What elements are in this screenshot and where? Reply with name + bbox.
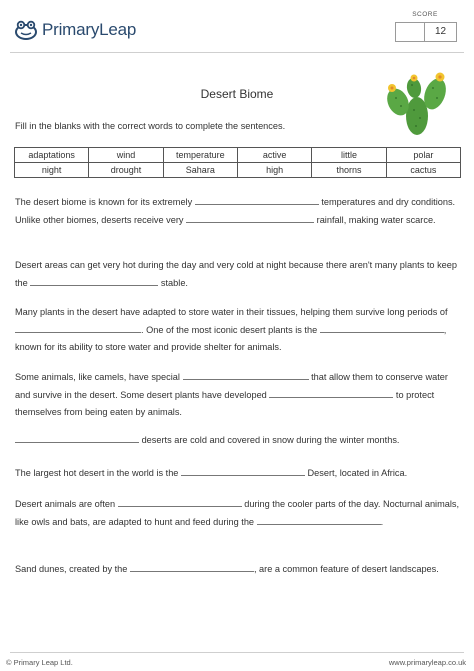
sentence-text: Some animals, like camels, have special [15,372,180,382]
word-bank-cell: high [237,163,311,178]
answer-blank[interactable] [195,195,319,205]
answer-blank[interactable] [269,388,393,398]
sentence-8 [15,561,465,579]
logo [14,20,136,40]
sentence-text: Desert animals are often [15,499,116,509]
word-bank-cell: drought [89,163,163,178]
sentence-7 [15,496,465,531]
sentence-text: Desert, located in Africa. [307,468,408,478]
score-input[interactable] [396,23,425,41]
word-bank-cell: little [312,148,386,163]
score-label: SCORE [412,11,438,18]
answer-blank[interactable] [320,323,444,333]
word-bank-cell: temperature [163,148,237,163]
sentence-2 [15,257,465,292]
sentence-text: Many plants in the desert have adapted to store water in their tissues, helping them survive long periods of [15,307,448,317]
word-bank-row [15,148,461,163]
sentence-text: deserts are cold and covered in snow during the winter months. [141,435,400,445]
sentence-text: , are a common feature of desert landscapes. [253,564,439,574]
sentence-4 [15,369,465,422]
header-divider [10,52,464,53]
instructions: Fill in the blanks with the correct words to complete the sentences. [15,121,286,131]
word-bank-cell: polar [386,148,460,163]
answer-blank[interactable] [183,370,309,380]
word-bank-cell: thorns [312,163,386,178]
frog-logo-icon [14,20,38,40]
sentence-text: The desert biome is known for its extremely [15,197,193,207]
sentence-text: The largest hot desert in the world is the [15,468,179,478]
score-box [395,22,457,42]
sentence-text: to protect themselves from being eaten by animals. [15,389,435,417]
word-bank-cell: active [237,148,311,163]
sentence-text: that allow them to conserve water and survive in the desert. Some desert plants have developed [15,372,448,400]
sentence-text: during the cooler parts of the day. Nocturnal animals, like owls and bats, are adapted to hunt and feed during the [15,499,460,527]
cactus-icon [380,66,456,138]
page-title: Desert Biome [200,87,274,101]
footer-copyright: © Primary Leap Ltd. [6,658,73,667]
answer-blank[interactable] [30,276,158,286]
answer-blank[interactable] [181,466,305,476]
sentence-text: Desert areas can get very hot during the day and very cold at night because there aren't many plants to keep the [15,260,457,288]
footer-divider [10,652,464,653]
answer-blank[interactable] [257,515,381,525]
brand-name: PrimaryLeap [42,20,137,39]
sentence-6 [15,465,465,483]
score-value: 12 [434,26,447,37]
word-bank-cell: adaptations [15,148,89,163]
word-bank-cell: night [15,163,89,178]
word-bank-row [15,163,461,178]
footer-website: www.primaryleap.co.uk [388,658,466,667]
answer-blank[interactable] [15,433,139,443]
answer-blank[interactable] [15,323,141,333]
word-bank-cell: cactus [386,163,460,178]
sentence-text: Sand dunes, created by the [15,564,128,574]
sentence-text: . One of the most iconic desert plants is the [141,324,318,335]
sentence-text: rainfall, making water scarce. [316,214,436,225]
sentence-text: temperatures and dry conditions. Unlike other biomes, deserts receive very [15,197,456,225]
sentence-1 [15,194,465,229]
answer-blank[interactable] [130,562,254,572]
word-bank [14,147,461,178]
answer-blank[interactable] [186,213,314,223]
sentence-text: . [380,516,384,527]
word-bank-cell: wind [89,148,163,163]
sentence-3 [15,304,465,357]
answer-blank[interactable] [118,497,242,507]
sentence-5 [15,432,465,450]
header [0,0,474,62]
sentence-text: , known for its ability to store water and provide shelter for animals. [15,324,447,352]
word-bank-cell: Sahara [163,163,237,178]
sentence-text: stable. [160,277,188,288]
